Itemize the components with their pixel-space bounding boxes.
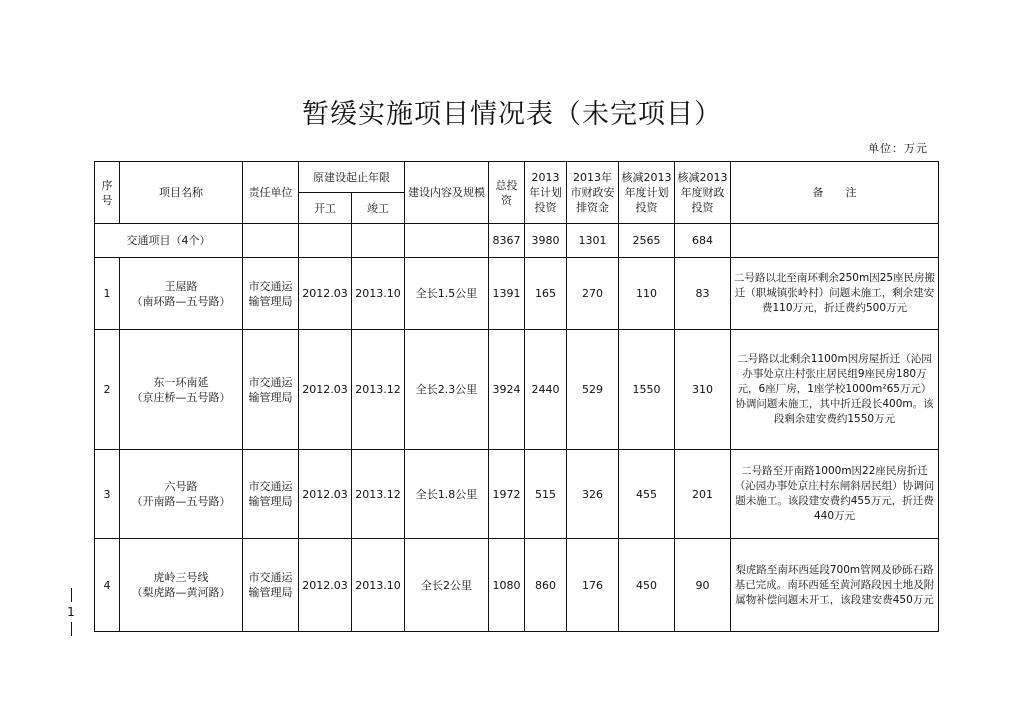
row-cut-fiscal: 310: [675, 330, 731, 450]
row-name: [120, 539, 243, 632]
row-seq: 1: [95, 258, 120, 330]
header-total: 总投资: [489, 162, 525, 224]
header-plan2013: 2013年计划投资: [525, 162, 567, 224]
row-start: 2012.03: [299, 258, 352, 330]
row-start: 2012.03: [299, 539, 352, 632]
row-fiscal2013: 529: [567, 330, 619, 450]
page-title: 暂缓实施项目情况表（未完项目）: [302, 99, 722, 130]
table-row: [95, 450, 939, 539]
row-name-line2: （京庄桥—五号路）: [131, 390, 231, 404]
group-row: [95, 224, 939, 258]
row-cut-plan: 450: [619, 539, 675, 632]
row-name-line2: （梨虎路—黄河路）: [131, 586, 231, 599]
row-seq: 3: [95, 450, 120, 539]
row-total: 1972: [489, 450, 525, 539]
row-content: 全长1.5公里: [405, 258, 489, 330]
row-name-line1: 虎岭三号线: [153, 571, 209, 584]
header-seq: 序号: [95, 162, 120, 224]
row-plan2013: 860: [525, 539, 567, 632]
row-cut-plan: 1550: [619, 330, 675, 450]
row-name: [120, 258, 243, 330]
table-row: [95, 258, 939, 330]
group-label: 交通项目（4个）: [95, 224, 243, 258]
row-fiscal2013: 326: [567, 450, 619, 539]
header-dept: 责任单位: [243, 162, 299, 224]
header-period: 原建设起止年限: [299, 162, 405, 193]
group-plan2013: 3980: [525, 224, 567, 258]
row-name-line1: 六号路: [164, 480, 198, 493]
header-content: 建设内容及规模: [405, 162, 489, 224]
row-name-line2: （南环路—五号路）: [131, 294, 231, 308]
row-dept: 市交通运输管理局: [243, 539, 299, 632]
row-name-line2: （开南路—五号路）: [131, 495, 231, 508]
row-end: 2013.10: [352, 258, 405, 330]
row-note: 二号路至开南路1000m因22座民房折迁（沁园办事处京庄村东闸斜居民组）协调问题未施工。该段建安费约455万元，折迁费440万元: [731, 450, 939, 539]
row-start: 2012.03: [299, 450, 352, 539]
group-end-cell: [352, 224, 405, 258]
row-end: 2013.10: [352, 539, 405, 632]
header-fiscal2013: 2013年市财政安排资金: [567, 162, 619, 224]
group-total: 8367: [489, 224, 525, 258]
group-content-cell: [405, 224, 489, 258]
row-note: 二号路以北剩余1100m因房屋折迁（沁园办事处京庄村张庄居民组9座民房180万元，6座厂房，1座学校1000m²65万元）协调问题未施工，其中折迁段长400m。该段剩余建安费约1550万元: [731, 330, 939, 450]
row-cut-fiscal: 90: [675, 539, 731, 632]
row-total: 1080: [489, 539, 525, 632]
header-start: 开工: [299, 193, 352, 224]
row-name: [120, 330, 243, 450]
row-content: 全长2公里: [405, 539, 489, 632]
row-cut-fiscal: 83: [675, 258, 731, 330]
unit-label: 单位：万元: [868, 142, 928, 155]
table-row: [95, 539, 939, 632]
row-note: 二号路以北至南环剩余250m因25座民房搬迁（职城镇张岭村）问题未施工，剩余建安费110万元，折迁费约500万元: [731, 258, 939, 330]
row-name-line1: 东一环南延: [153, 375, 209, 389]
row-total: 3924: [489, 330, 525, 450]
row-plan2013: 2440: [525, 330, 567, 450]
row-content: 全长2.3公里: [405, 330, 489, 450]
group-dept-cell: [243, 224, 299, 258]
page-number-value: 1: [67, 605, 75, 619]
page-number-dash-bottom: [71, 622, 72, 636]
row-cut-plan: 455: [619, 450, 675, 539]
row-end: 2013.12: [352, 330, 405, 450]
row-dept: 市交通运输管理局: [243, 450, 299, 539]
row-dept: 市交通运输管理局: [243, 330, 299, 450]
row-fiscal2013: 176: [567, 539, 619, 632]
header-note: 备 注: [731, 162, 939, 224]
group-start-cell: [299, 224, 352, 258]
row-seq: 2: [95, 330, 120, 450]
row-plan2013: 165: [525, 258, 567, 330]
header-end: 竣工: [352, 193, 405, 224]
row-dept: 市交通运输管理局: [243, 258, 299, 330]
header-name: 项目名称: [120, 162, 243, 224]
row-end: 2013.12: [352, 450, 405, 539]
row-start: 2012.03: [299, 330, 352, 450]
header-row-1: [95, 162, 939, 193]
header-cut-fiscal: 核减2013年度财政投资: [675, 162, 731, 224]
row-note: 梨虎路至南环西延段700m管网及砂砾石路基已完成。南环西延至黄河路段因土地及附属物补偿问题未开工，该段建安费450万元: [731, 539, 939, 632]
row-plan2013: 515: [525, 450, 567, 539]
group-note-cell: [731, 224, 939, 258]
row-fiscal2013: 270: [567, 258, 619, 330]
group-fiscal2013: 1301: [567, 224, 619, 258]
group-cut-fiscal: 684: [675, 224, 731, 258]
row-seq: 4: [95, 539, 120, 632]
page-number-dash-top: [71, 588, 72, 602]
row-total: 1391: [489, 258, 525, 330]
row-cut-plan: 110: [619, 258, 675, 330]
page-number: [60, 588, 82, 636]
row-name-line1: 王屋路: [164, 279, 198, 293]
group-cut-plan: 2565: [619, 224, 675, 258]
projects-table: [94, 161, 939, 632]
header-cut-plan: 核减2013年度计划投资: [619, 162, 675, 224]
table-row: [95, 330, 939, 450]
row-cut-fiscal: 201: [675, 450, 731, 539]
row-name: [120, 450, 243, 539]
row-content: 全长1.8公里: [405, 450, 489, 539]
